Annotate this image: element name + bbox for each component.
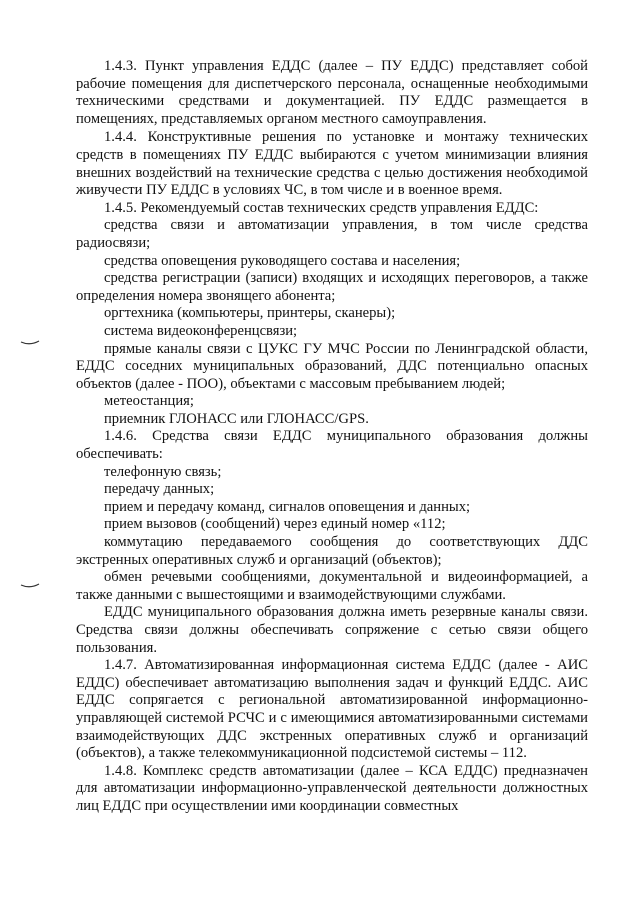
paragraph-1-4-8: 1.4.8. Комплекс средств автоматизации (далее – КСА ЕДДС) предназначен для автоматизации информационно-управленческой деятельности должностных лиц ЕДДС при осуществлении ими координации совместных [76,762,588,814]
list-item: средства связи и автоматизации управления, в том числе средства радиосвязи; [76,217,588,251]
list-item: система видеоконференцсвязи; [104,322,298,339]
document-body [76,58,588,816]
paragraph-1-4-7: 1.4.7. Автоматизированная информационная система ЕДДС (далее - АИС ЕДДС) обеспечивает автоматизацию выполнения задач и функций ЕДДС. АИС ЕДДС сопрягается с региональной автоматизированной информационно-управляющей системой РСЧС и с имеющимися автоматизированными системами взаимодействующих ДДС экстренных оперативных служб и организаций (объектов), а также телекоммуникационной подсистемой системы – 112. [76,657,588,762]
paragraph-1-4-6: 1.4.6. Средства связи ЕДДС муниципального образования должны обеспечивать: [76,428,588,463]
list-item: обмен речевыми сообщениями, документальной и видеоинформацией, а также данными с вышестоящими и взаимодействующими службами. [76,569,588,603]
list-item: средства оповещения руководящего состава и населения; [104,252,461,269]
list-item: прямые каналы связи с ЦУКС ГУ МЧС России по Ленинградской области, ЕДДС соседних муниципальных образований, ДДС потенциально опасных объектов (далее - ПОО), объектами с массовым пребыванием людей; [76,340,588,392]
scan-margin-mark [20,583,40,589]
paragraph-1-4-4: 1.4.4. Конструктивные решения по установке и монтажу технических средств в помещениях ПУ ЕДДС выбираются с учетом минимизации влияния внешних воздействий на технические средства с целью достижения необходимой живучести ПУ ЕДДС в условиях ЧС, в том числе и в военное время. [76,129,588,199]
paragraph-1-4-5: 1.4.5. Рекомендуемый состав технических средств управления ЕДДС: [104,199,539,216]
list-item: прием и передачу команд, сигналов оповещения и данных; [104,498,471,515]
list-item: средства регистрации (записи) входящих и исходящих переговоров, а также определения номера звонящего абонента; [76,270,588,304]
list-item: передачу данных; [104,481,215,498]
list-item: прием вызовов (сообщений) через единый номер «112; [104,516,446,533]
list-item: телефонную связь; [104,463,222,480]
list-item: коммутацию передаваемого сообщения до соответствующих ДДС экстренных оперативных служб и организаций (объектов); [76,534,588,568]
paragraph-1-4-3: 1.4.3. Пункт управления ЕДДС (далее – ПУ ЕДДС) представляет собой рабочие помещения для диспетчерского персонала, оснащенные необходимыми техническими средствами и документацией. ПУ ЕДДС размещается в помещениях, представляемых органом местного самоуправления. [76,58,588,127]
list-item: приемник ГЛОНАСС или ГЛОНАСС/GPS. [104,410,369,427]
scan-margin-mark [20,340,40,346]
list-item: метеостанция; [104,393,194,410]
list-item: оргтехника (компьютеры, принтеры, сканеры); [104,305,396,322]
paragraph-reserve-channels: ЕДДС муниципального образования должна иметь резервные каналы связи. Средства связи должны обеспечивать сопряжение с сетью связи общего пользования. [76,604,588,656]
